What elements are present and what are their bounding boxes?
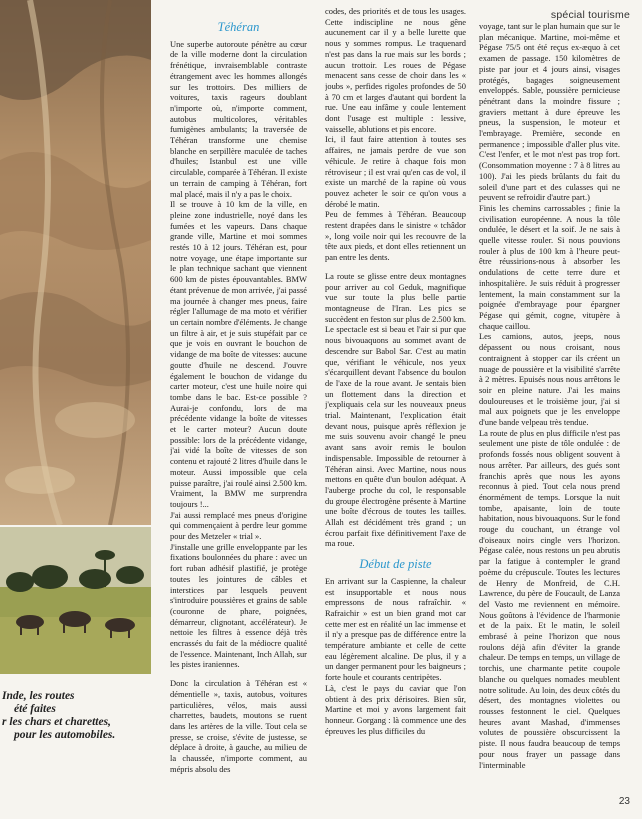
paragraph: Il se trouve à 10 km de la ville, en pleine zone industrielle, noyé dans les fumées et les vapeurs. Dans chaque grande ville, Martine et moi sommes restés 10 à 12 jours. Téhéran est, pour notre voyage, une étape importante sur le plan technique sachant que viennent 600 km de pistes épouvantables. BMW étant prévenue de mon arrivée, j'ai passé ma journée à changer mes pneus, faire régler l'allumage de ma moto et vérifier un certain nombre d'éléments. Je change un filtre à air, et je suis stupéfait par ce que je vois en ouvrant le bouchon de vidange de ma boîte de vitesses: aucune goutte d'huile ne descend. J'ouvre également le bouchon de vidange du carter moteur, c'est une huile noire qui tombe dans le bac. Est-ce possible ? Aurai-je confondu, lors de ma précédente vidange la boîte de vitesses et le carter moteur? Aucun doute possible: lors de la précédente vidange, j'ai vidé la boîte de vitesses de son contenu et rajouté 2 litres d'huile dans le moteur. Aussi impossible que cela puisse paraître, j'ai roulé ainsi 2.500 km. Vraiment, la BMW me surprendra toujours !...: [170, 199, 307, 509]
page-number: 23: [618, 796, 630, 807]
paragraph: codes, des priorités et de tous les usages. Cette indiscipline ne nous gêne aucunement car il y a belle lurette que nous y sommes rompus. Le traquenard n'est pas dans la rue mais sur les bords ; aucun trottoir. Les roues de Pégase menacent sans cesse de choir dans les « joubs », perfides rigoles profondes de 50 à 70 cm et larges d'autant qui bordent la rue. Une eau infâme y coule lentement dont l'usage est multiple : lessive, vaisselle, ablutions et pis encore.: [325, 6, 466, 134]
article-column-3: [479, 21, 620, 770]
paragraph: La route de plus en plus difficile n'est pas seulement une piste de tôle ondulée : de profonds fossés nous obligent souvent à nous arrêter. Par ailleurs, des gués sont franchis après que nous les ayons reconnus à pied. Tout cela nous prend énormément de temps. Lorsque la nuit tombe, apaisante, loin de toute habitation, nous bivouaquons. Sur le fond rouge du couchant, un étrange vol d'oiseaux noirs cingle vers l'horizon. Pégase calée, nous restons un peu abrutis par la fatigue à contempler le grand poème du crépuscule. Toutes les lectures de Henry de Monfreid, de C.H. Lawrence, du père de Foucault, de Lanza del Vasto me reviennent en mémoire. Nous goûtons à l'évidence de l'harmonie et de la paix. Et le matin, le soleil embrasé à peine l'horizon que nous roulons déjà afin d'éviter la grande chaleur. De temps en temps, un village de torchis, une charmante petite coupole blanche ou quelques nomades meublent notre solitude. Au loin, des deux côtés du désert, des montagnes violettes ou rousses festonnent le ciel. Quelques heures avant Mashad, d'immenses volutes de poussière obscurcissent la piste. Il nous faudra beaucoup de temps pour nous frayer un passage dans l'interminable: [479, 427, 620, 770]
paragraph: Là, c'est le pays du caviar que l'on obtient à des prix dérisoires. Bien sûr, Martine et moi y avons largement fait honneur. Gorgang : là commence une des épreuves les plus difficiles du: [325, 682, 466, 736]
caption-line: Inde, les routes: [2, 690, 75, 702]
paragraph: Donc la circulation à Téhéran est « démentielle », taxis, autobus, voitures particulières, vélos, mais aussi charrettes, baudets, moutons se ruent dans les artères de la ville. Tout cela se presse, se croise, s'évite de justesse, se déplace à droite, à gauche, au milieu de la chaussée, n'importe comment, au mépris absolu des: [170, 678, 307, 774]
caption-line: r les chars et charettes,: [2, 716, 111, 728]
paragraph: Ici, il faut faire attention à toutes ses affaires, ne jamais perdre de vue son véhicule. Je retire à chaque fois mon rétroviseur ; il est vrai qu'en cas de vol, il existe un marché de la rapine où vous pouvez acheter le soir ce qu'on vous a dérobé le matin.: [325, 134, 466, 209]
buffalo-herd-photo: [0, 527, 151, 674]
article-column-1: [170, 22, 307, 775]
photo-caption: [2, 690, 149, 742]
paragraph: Une superbe autoroute pénètre au cœur de la ville moderne dont la circulation frénétique, invraisemblable contraste étrangement avec les hommes allongés sur les trottoirs. Des milliers de voitures, taxis rageurs doublant n'importe où, n'importe comment, autobus multicolores, véritables fumigènes ambulants; la traversée de Téhéran transforme une chemise blanche en serpillère maculée de taches d'huiles; Istanbul est une ville circulable, comparée à Téhéran. Il existe un terrain de camping à Téhéran, fort mal placé, mais il n'y a pas le choix.: [170, 38, 307, 199]
mountain-road-photo: [0, 0, 151, 525]
paragraph: Finis les chemins carrossables ; finie la civilisation européenne. A nous la tôle ondulée, le désert et la soif. Je ne sais à quelle vitesse rouler. Si nous pouvions rouler à plus de 100 km à l'heure peut-être réussirions-nous à absorber les ondulations de cette terre dure et inhospitalière. Je suis réduit à progresser lentement, la main constamment sur la poignée d'embrayage pour épargner Pégase qui gémit, cogne, vitupère à chaque caillou.: [479, 202, 620, 331]
paragraph: Les camions, autos, jeeps, nous dépassent ou nous croisant, nous contraignent à stopper car ils créent un nuage de poussière et la visibilité s'arrête à 2 mètres. Epuisés nous nous arrêtons le soir en pleine nature. J'ai les mains douloureuses et le troisième jour, j'ai si mal aux poignets que je les enveloppe d'une bande velpeau très tendue.: [479, 331, 620, 428]
caption-line: été faites: [14, 703, 56, 715]
caption-line: pour les automobiles.: [14, 729, 116, 741]
paragraph: voyage, tant sur le plan humain que sur le plan mécanique. Martine, moi-même et Pégase 75/5 ont été reçus ex-æquo à cet examen de passage. 150 kilomètres de piste par jour et 4 jours ainsi, visages protégés, bagages soigneusement enveloppés. Sable, poussière pernicieuse pénétrant dans la moindre fissure ; graviers mettant à dure épreuve les pneus, la suspension, le moteur et l'embrayage. Première, seconde en permanence ; impossible d'aller plus vite. C'est l'enfer, et le mot n'est pas trop fort. (Consommation moyenne : 7 à 8 litres au 100). J'ai les pieds brûlants du fait du soleil d'une part et des culasses qui ne peuvent se refroidir d'autre part.): [479, 21, 620, 203]
article-column-2: [325, 6, 466, 736]
section-heading-piste: Début de piste: [359, 557, 432, 572]
paragraph: La route se glisse entre deux montagnes pour arriver au col Geduk, magnifique vue sur toute la plus belle partie montagneuse de l'Iran. Les pics se succèdent en feston sur plus de 2.500 km. Le spectacle est si beau et l'air si pur que nous bivouaquons au sommet avant de descendre sur Babol Sar. C'est au matin que, vérifiant le véhicule, nos yeux s'écarquillent devant l'absence du boulon de l'axe de la roue avant. Je sentais bien un flottement dans la direction et j'expliquais cela sur les nouveaux pneus trial. Maintenant, l'explication était devant nous, puisque après réflexion je me suis souvenu avoir changé le pneu avant sans avoir remis le boulon indispensable. Impossible de retourner à Téhéran ainsi. Avec Martine, nous nous mettons en quête d'un boulon adéquat. A l'auberge proche du col, le responsable du groupe électrogène présente à Martine une boîte d'écrous de toutes les tailles. Allah est décidément très grand ; un écrou parfait fixe définitivement l'axe de ma roue.: [325, 270, 466, 549]
photo-column: [0, 0, 151, 819]
paragraph: En arrivant sur la Caspienne, la chaleur est insupportable et nous nous empressons de nous rafraîchir. « Rafraichir » est un bien grand mot car cette mer est en réalité un lac immense et il n'y a presque pas de différence entre la température ambiante et celle de cette eau légèrement alcaline. De plus, il y a un danger permanent pour les baigneurs ; forte houle et courants centripètes.: [325, 575, 466, 683]
section-label: spécial tourisme: [550, 9, 630, 21]
paragraph: Peu de femmes à Téhéran. Beaucoup restent drapées dans le sinistre « tchâdor », long voile noir qui les recouvre de la tête aux pieds, et dont elles retiennent un pan entre les dents.: [325, 209, 466, 263]
paragraph: J'ai aussi remplacé mes pneus d'origine qui commençaient à perdre leur gomme pour des Metzeler « trial ».: [170, 509, 307, 542]
section-heading-teheran: Téhéran: [217, 22, 260, 34]
paragraph: J'installe une grille enveloppante par les fixations boulonnées du phare : avec un fort ruban adhésif plastifié, je protège toutes les jointures de câbles et interstices par lesquels peuvent s'introduire poussières et grains de sable (couronne de phare, poignées, démarreur, clignotant, accélérateur). Je nettoie les filtres à essence déjà très encrassés du fait de la médiocre qualité de l'essence. Maintenant, Inch Allah, sur les pistes iraniennes.: [170, 541, 307, 670]
